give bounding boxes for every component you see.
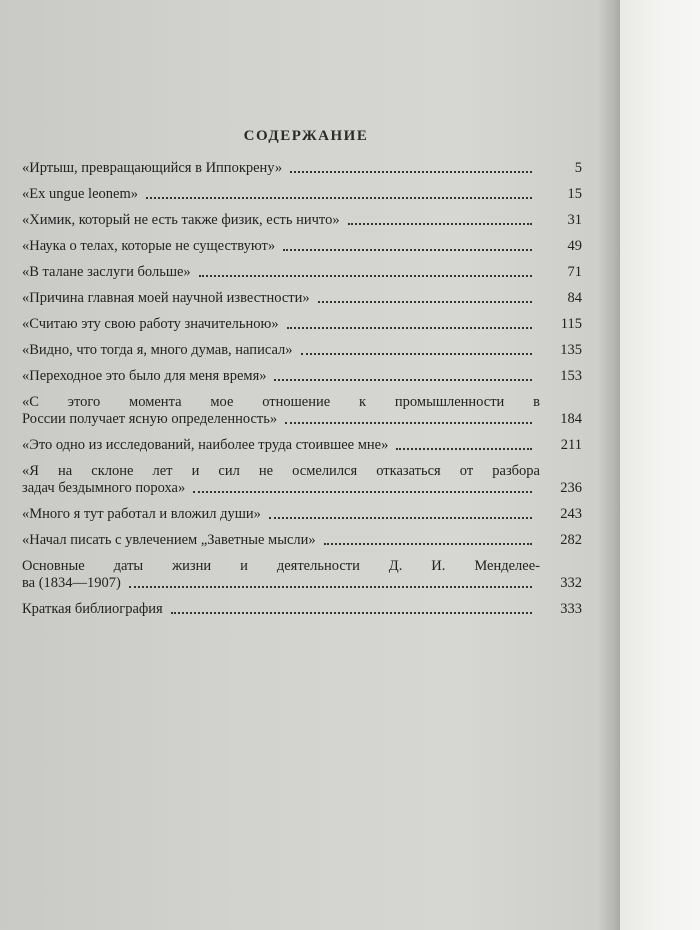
toc-entry-page: 115 [560,316,582,332]
toc-entry-page: 153 [560,368,582,384]
toc-entry [22,342,582,359]
toc-entry-page: 282 [560,532,582,548]
dot-leader [283,249,532,251]
toc-entry [22,264,582,281]
toc-entry [22,212,582,229]
toc-entry [22,368,582,385]
dot-leader [146,197,532,199]
dot-leader [274,379,532,381]
toc-entry [22,290,582,307]
toc-entry-page: 135 [560,342,582,358]
dot-leader [171,612,532,614]
toc-entry-page: 333 [560,601,582,617]
toc-heading: СОДЕРЖАНИЕ [243,128,369,144]
toc-entry [22,238,582,255]
toc-entry [22,316,582,333]
toc-entry-page: 31 [567,212,582,228]
toc-entry [22,160,582,177]
toc-entry [22,186,582,203]
toc-entry-page: 332 [560,575,582,591]
toc-entry-page: 236 [560,480,582,496]
toc-entry [22,437,582,454]
toc-entry-page: 5 [574,160,582,176]
adjacent-page [620,0,700,930]
toc-entry-title: «Много я тут работал и вложил души» [22,506,261,522]
toc-entry-title: «Наука о телах, которые не существуют» [22,238,276,254]
table-of-contents [22,160,582,627]
toc-entry-title: «Считаю эту свою работу значительною» [22,316,279,332]
toc-entry-title: Краткая библиография [22,601,163,617]
toc-entry-page: 84 [567,290,582,306]
toc-entry-title: «Начал писать с увлечением „Заветные мысли» [22,532,316,548]
toc-entry [22,506,582,523]
dot-leader [348,223,532,225]
dot-leader [318,301,532,303]
toc-entry-title-line2: задач бездымного пороха» [22,480,186,496]
toc-entry [22,463,582,497]
dot-leader [129,586,532,588]
toc-entry-page: 15 [567,186,582,202]
toc-entry-title: «В талане заслуги больше» [22,264,191,280]
toc-entry-page: 49 [567,238,582,254]
toc-entry-title: «Ex ungue leonem» [22,186,138,202]
dot-leader [193,491,532,493]
toc-entry-title-line2: России получает ясную определенность» [22,411,278,427]
toc-entry [22,532,582,549]
dot-leader [290,171,532,173]
toc-entry-page: 184 [560,411,582,427]
toc-entry-title-line1: «Я на склоне лет и сил не осмелился отказаться от разбора [22,463,540,479]
toc-entry-title: «Переходное это было для меня время» [22,368,267,384]
dot-leader [301,353,533,355]
toc-entry-page: 71 [567,264,582,280]
toc-entry-page: 211 [560,437,582,453]
dot-leader [287,327,532,329]
toc-entry-title-line2: ва (1834—1907) [22,575,121,591]
toc-entry-title-block [22,463,540,497]
dot-leader [324,543,532,545]
toc-entry-title-line1: «С этого момента мое отношение к промышленности в [22,394,540,410]
toc-entry [22,394,582,428]
toc-entry-title-line1: Основные даты жизни и деятельности Д. И. Менделее- [22,558,540,574]
toc-entry-title: «Причина главная моей научной известности» [22,290,310,306]
dot-leader [269,517,532,519]
dot-leader [199,275,532,277]
toc-entry [22,601,582,618]
toc-entry-title: «Химик, который не есть также физик, есть ничто» [22,212,340,228]
toc-entry-title: «Это одно из исследований, наиболее труда стоившее мне» [22,437,389,453]
dot-leader [285,422,532,424]
toc-entry [22,558,582,592]
toc-entry-title: «Иртыш, превращающийся в Иппокрену» [22,160,283,176]
toc-entry-title: «Видно, что тогда я, много думав, написал» [22,342,293,358]
dot-leader [396,448,532,450]
toc-entry-title-block [22,394,540,428]
toc-entry-page: 243 [560,506,582,522]
toc-entry-title-block [22,558,540,592]
